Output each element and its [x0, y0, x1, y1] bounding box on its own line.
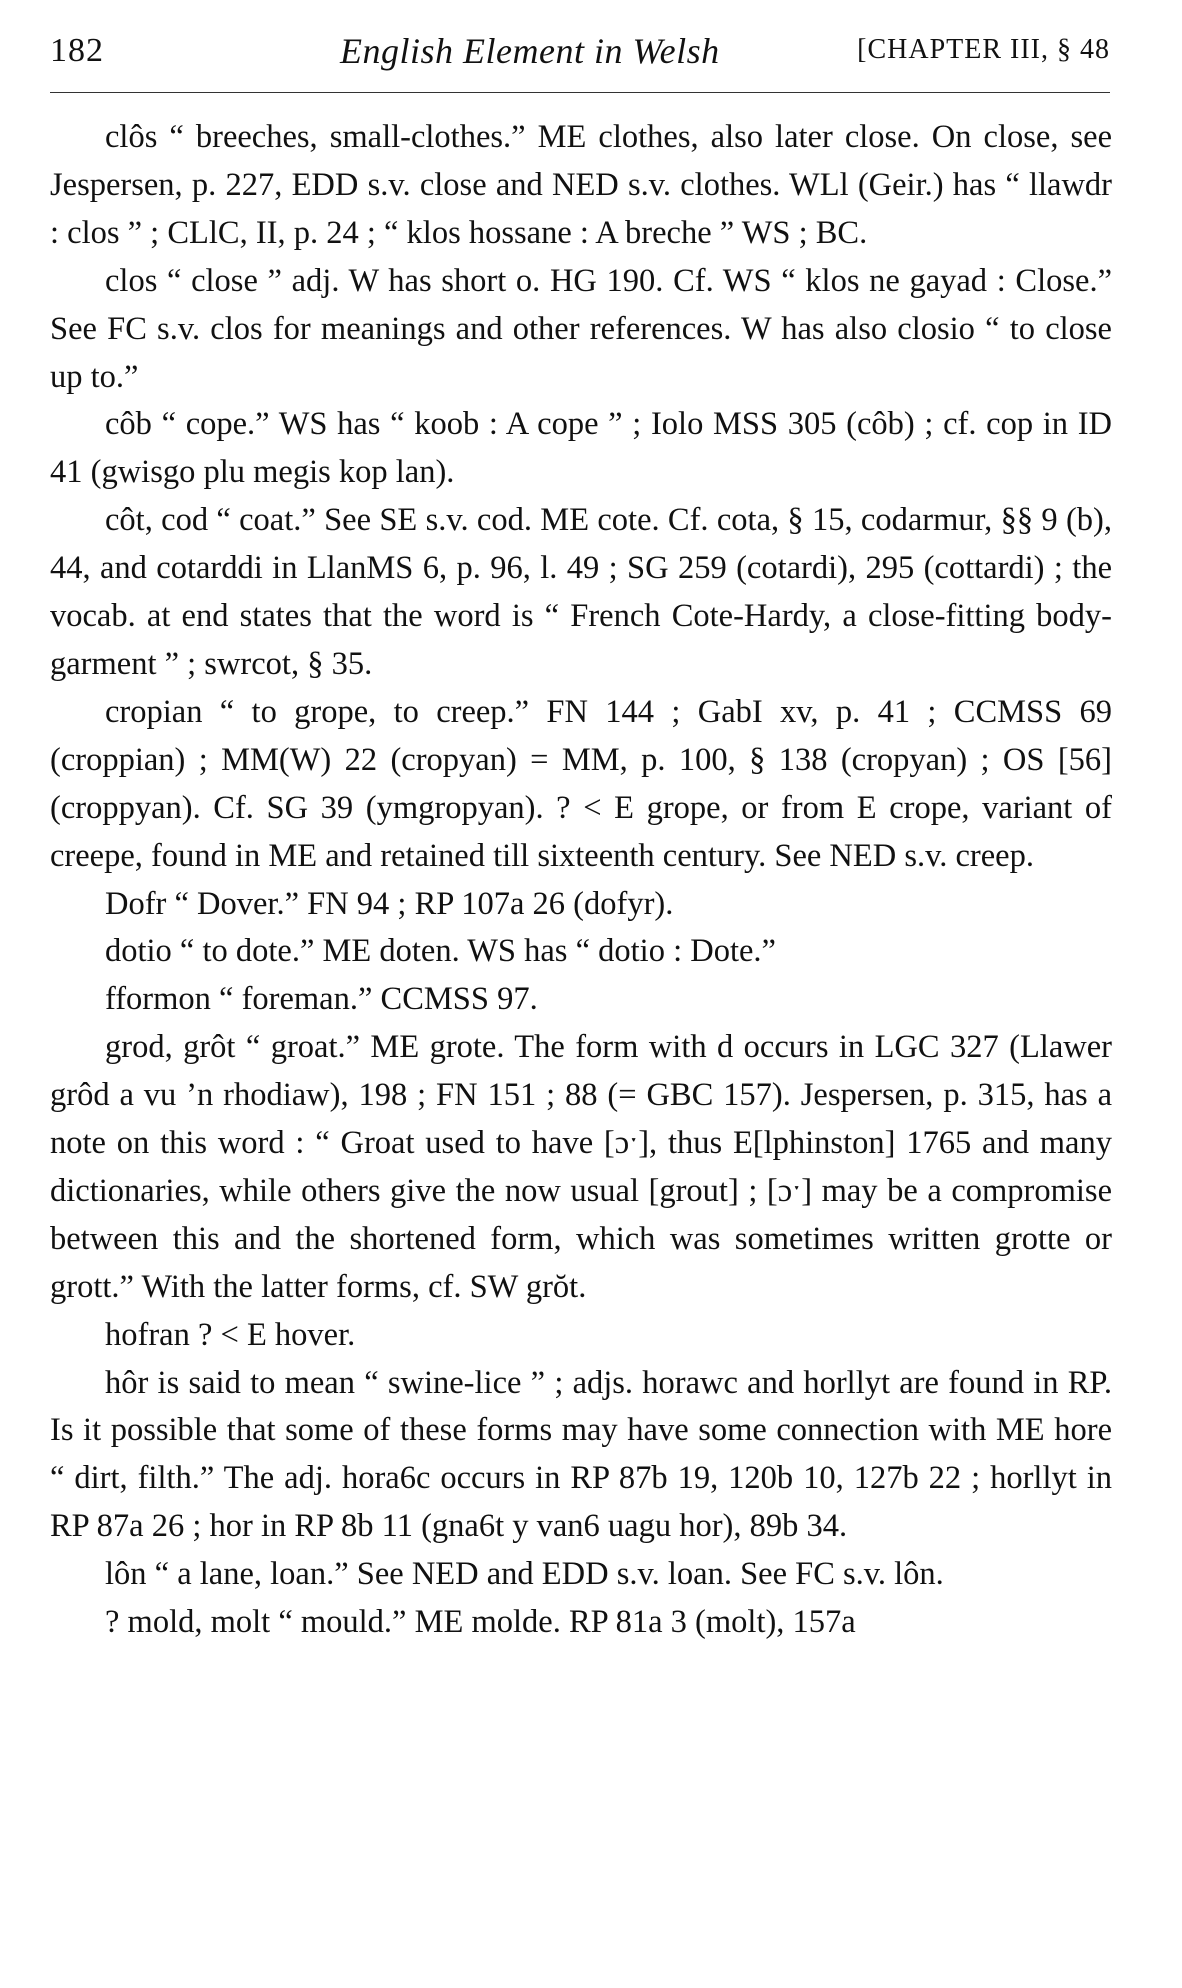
entry-mold: ? mold, molt “ mould.” ME molde. RP 81a 3 (molt), 157a [105, 1604, 856, 1641]
entry-cob: côb “ cope.” WS has “ koob : A cope ” ; Iolo MSS 305 (côb) ; cf. cop in ID 41 (gwisgo plu megis kop lan). [50, 406, 1112, 491]
dictionary-body [50, 114, 1112, 1647]
header-rule [50, 92, 1110, 93]
entry-dotio: dotio “ to dote.” ME doten. WS has “ dotio : Dote.” [105, 933, 776, 970]
entry-fformon: fformon “ foreman.” CCMSS 97. [105, 981, 538, 1018]
entry-lon: lôn “ a lane, loan.” See NED and EDD s.v. loan. See FC s.v. lôn. [105, 1556, 944, 1593]
chapter-reference: [CHAPTER III, § 48 [857, 34, 1110, 65]
entry-cot: côt, cod “ coat.” See SE s.v. cod. ME cote. Cf. cota, § 15, codarmur, §§ 9 (b), 44, and cotarddi in LlanMS 6, p. 96, l. 49 ; SG 259 (cotardi), 295 (cottardi) ; the vocab. at end states that the word is “ French Cote-Hardy, a close-fitting body-garment ” ; swrcot, § 35. [50, 502, 1112, 682]
page-number: 182 [50, 32, 104, 69]
entry-hofran: hofran ? < E hover. [105, 1316, 356, 1353]
page-header [50, 26, 1110, 86]
entry-hor: hôr is said to mean “ swine-lice ” ; adjs. horawc and horllyt are found in RP. Is it possible that some of these forms may have some connection with ME hore “ dirt, filth.” The adj. hora6c occurs in RP 87b 19, 120b 10, 127b 22 ; horllyt in RP 87a 26 ; hor in RP 8b 11 (gna6t y van6 uagu hor), 89b 34. [50, 1364, 1112, 1545]
entry-grod: grod, grôt “ groat.” ME grote. The form with d occurs in LGC 327 (Llawer grôd a vu ’n rhodiaw), 198 ; FN 151 ; 88 (= GBC 157). Jespersen, p. 315, has a note on this word : “ Groat used to have [ɔˑ], thus E[lphinston] 1765 and many dictionaries, while others give the now usual [grout] ; [ɔˑ] may be a compromise between this and the shortened form, which was sometimes written grotte or grott.” With the latter forms, cf. SW grŏt. [50, 1029, 1112, 1305]
entry-clos-breeches: clôs “ breeches, small-clothes.” ME clothes, also later close. On close, see Jespersen, p. 227, EDD s.v. close and NED s.v. clothes. WLl (Geir.) has “ llawdr : clos ” ; CLlC, II, p. 24 ; “ klos hossane : A breche ” WS ; BC. [50, 119, 1112, 251]
running-title: English Element in Welsh [340, 31, 720, 71]
entry-clos-close: clos “ close ” adj. W has short o. HG 190. Cf. WS “ klos ne gayad : Close.” See FC s.v. clos for meanings and other references. W has also closio “ to close up to.” [50, 262, 1112, 395]
entry-cropian: cropian “ to grope, to creep.” FN 144 ; GabI xv, p. 41 ; CCMSS 69 (croppian) ; MM(W) 22 (cropyan) = MM, p. 100, § 138 (cropyan) ; OS [56] (croppyan). Cf. SG 39 (ymgropyan). ? < E grope, or from E crope, variant of creepe, found in ME and retained till sixteenth century. See NED s.v. creep. [50, 693, 1112, 874]
entry-dofr: Dofr “ Dover.” FN 94 ; RP 107a 26 (dofyr). [105, 885, 674, 922]
